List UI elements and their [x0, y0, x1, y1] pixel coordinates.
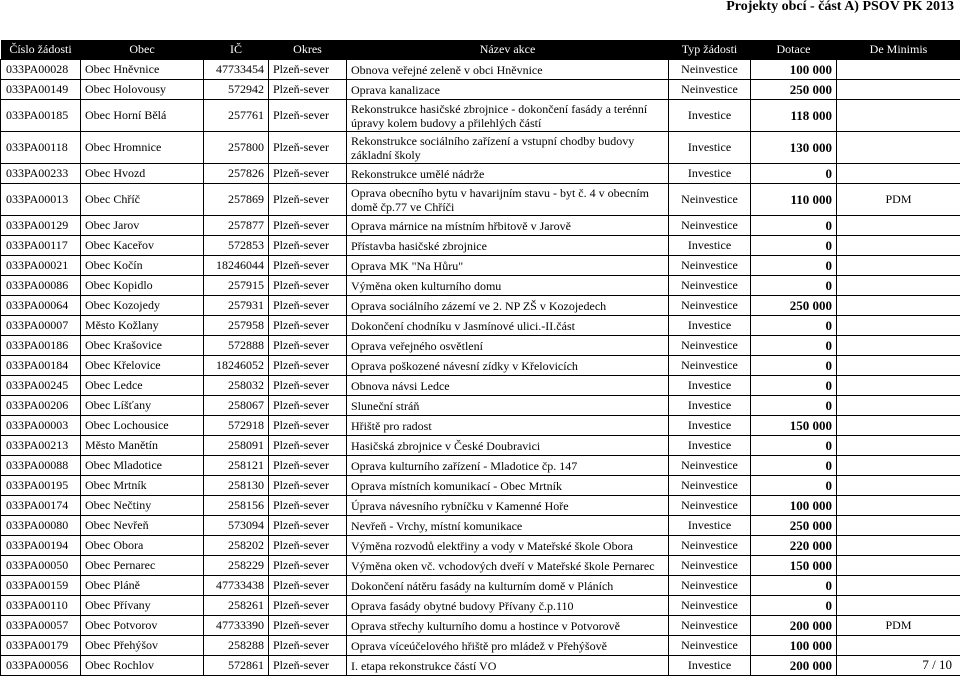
cell-cislo: 033PA00050	[1, 556, 81, 576]
cell-ic: 572942	[204, 80, 269, 100]
cell-nazev: Úprava návesního rybníčku v Kamenné Hoře	[347, 496, 669, 516]
cell-typ: Neinvestice	[669, 576, 751, 596]
cell-okres: Plzeň-sever	[269, 276, 347, 296]
cell-cislo: 033PA00057	[1, 616, 81, 636]
cell-obec: Obec Líšťany	[81, 396, 204, 416]
cell-okres: Plzeň-sever	[269, 80, 347, 100]
cell-obec: Obec Kopidlo	[81, 276, 204, 296]
cell-obec: Město Kožlany	[81, 316, 204, 336]
cell-dotace: 0	[751, 356, 837, 376]
column-header-de-minimis: De Minimis	[837, 40, 960, 60]
cell-ic: 258091	[204, 436, 269, 456]
table-row	[1, 336, 960, 356]
cell-dotace: 0	[751, 316, 837, 336]
cell-ic: 257915	[204, 276, 269, 296]
cell-de-minimis	[837, 60, 960, 80]
cell-dotace: 150 000	[751, 556, 837, 576]
cell-de-minimis	[837, 416, 960, 436]
cell-nazev: Oprava márnice na místním hřbitově v Jarově	[347, 216, 669, 236]
cell-nazev: Dokončení chodníku v Jasmínové ulici.-II.část	[347, 316, 669, 336]
cell-cislo: 033PA00013	[1, 184, 81, 216]
cell-nazev: Rekonstrukce sociálního zařízení a vstupní chodby budovy základní školy	[347, 132, 669, 164]
table-row	[1, 216, 960, 236]
table-row	[1, 356, 960, 376]
column-header-obec: Obec	[81, 40, 204, 60]
cell-nazev: Obnova veřejné zeleně v obci Hněvnice	[347, 60, 669, 80]
cell-nazev: Obnova návsi Ledce	[347, 376, 669, 396]
cell-dotace: 100 000	[751, 60, 837, 80]
cell-de-minimis	[837, 164, 960, 184]
cell-typ: Investice	[669, 164, 751, 184]
cell-cislo: 033PA00118	[1, 132, 81, 164]
cell-obec: Obec Hněvnice	[81, 60, 204, 80]
cell-cislo: 033PA00021	[1, 256, 81, 276]
cell-cislo: 033PA00080	[1, 516, 81, 536]
cell-typ: Investice	[669, 376, 751, 396]
cell-de-minimis	[837, 376, 960, 396]
cell-obec: Obec Rochlov	[81, 656, 204, 676]
cell-de-minimis	[837, 356, 960, 376]
column-header-typ: Typ žádosti	[669, 40, 751, 60]
cell-okres: Plzeň-sever	[269, 296, 347, 316]
cell-dotace: 250 000	[751, 516, 837, 536]
cell-ic: 257761	[204, 100, 269, 132]
table-row	[1, 476, 960, 496]
cell-obec: Obec Přívany	[81, 596, 204, 616]
cell-dotace: 200 000	[751, 616, 837, 636]
cell-nazev: Výměna oken vč. vchodových dveří v Mateřské škole Pernarec	[347, 556, 669, 576]
cell-okres: Plzeň-sever	[269, 396, 347, 416]
cell-obec: Obec Nečtiny	[81, 496, 204, 516]
cell-cislo: 033PA00179	[1, 636, 81, 656]
table-row	[1, 536, 960, 556]
cell-nazev: Oprava kanalizace	[347, 80, 669, 100]
cell-ic: 257958	[204, 316, 269, 336]
cell-dotace: 0	[751, 216, 837, 236]
cell-ic: 258288	[204, 636, 269, 656]
cell-nazev: Nevřeň - Vrchy, místní komunikace	[347, 516, 669, 536]
cell-nazev: Oprava kulturního zařízení - Mladotice čp. 147	[347, 456, 669, 476]
cell-cislo: 033PA00129	[1, 216, 81, 236]
cell-typ: Neinvestice	[669, 636, 751, 656]
cell-ic: 18246044	[204, 256, 269, 276]
cell-typ: Neinvestice	[669, 80, 751, 100]
cell-cislo: 033PA00245	[1, 376, 81, 396]
cell-obec: Obec Hromnice	[81, 132, 204, 164]
cell-de-minimis	[837, 256, 960, 276]
table-row	[1, 436, 960, 456]
cell-okres: Plzeň-sever	[269, 316, 347, 336]
cell-ic: 47733454	[204, 60, 269, 80]
cell-obec: Obec Holovousy	[81, 80, 204, 100]
cell-nazev: Oprava sociálního zázemí ve 2. NP ZŠ v Kozojedech	[347, 296, 669, 316]
cell-cislo: 033PA00206	[1, 396, 81, 416]
cell-ic: 47733438	[204, 576, 269, 596]
cell-typ: Neinvestice	[669, 536, 751, 556]
cell-typ: Investice	[669, 100, 751, 132]
cell-ic: 258156	[204, 496, 269, 516]
cell-dotace: 250 000	[751, 296, 837, 316]
cell-nazev: Přístavba hasičské zbrojnice	[347, 236, 669, 256]
cell-okres: Plzeň-sever	[269, 436, 347, 456]
cell-obec: Obec Křelovice	[81, 356, 204, 376]
cell-obec: Obec Jarov	[81, 216, 204, 236]
cell-obec: Obec Pernarec	[81, 556, 204, 576]
cell-okres: Plzeň-sever	[269, 256, 347, 276]
cell-okres: Plzeň-sever	[269, 616, 347, 636]
cell-ic: 572861	[204, 656, 269, 676]
cell-ic: 258261	[204, 596, 269, 616]
table-row	[1, 376, 960, 396]
table-row	[1, 496, 960, 516]
cell-typ: Investice	[669, 416, 751, 436]
cell-okres: Plzeň-sever	[269, 100, 347, 132]
cell-cislo: 033PA00003	[1, 416, 81, 436]
cell-dotace: 0	[751, 476, 837, 496]
column-header-okres: Okres	[269, 40, 347, 60]
column-header-nazev: Název akce	[347, 40, 669, 60]
cell-de-minimis: PDM	[837, 616, 960, 636]
cell-cislo: 033PA00056	[1, 656, 81, 676]
cell-dotace: 0	[751, 436, 837, 456]
cell-typ: Neinvestice	[669, 556, 751, 576]
cell-cislo: 033PA00110	[1, 596, 81, 616]
cell-obec: Obec Kaceřov	[81, 236, 204, 256]
cell-de-minimis	[837, 316, 960, 336]
cell-obec: Obec Pláně	[81, 576, 204, 596]
cell-cislo: 033PA00117	[1, 236, 81, 256]
cell-typ: Investice	[669, 132, 751, 164]
cell-de-minimis	[837, 236, 960, 256]
cell-dotace: 0	[751, 576, 837, 596]
cell-de-minimis	[837, 576, 960, 596]
cell-ic: 572918	[204, 416, 269, 436]
cell-nazev: Oprava obecního bytu v havarijním stavu - byt č. 4 v obecním domě čp.77 ve Chříči	[347, 184, 669, 216]
cell-cislo: 033PA00159	[1, 576, 81, 596]
cell-okres: Plzeň-sever	[269, 596, 347, 616]
cell-cislo: 033PA00194	[1, 536, 81, 556]
table-row	[1, 60, 960, 80]
cell-okres: Plzeň-sever	[269, 636, 347, 656]
cell-nazev: Oprava víceúčelového hřiště pro mládež v Přehýšově	[347, 636, 669, 656]
cell-obec: Obec Přehýšov	[81, 636, 204, 656]
cell-cislo: 033PA00149	[1, 80, 81, 100]
table-row	[1, 656, 960, 676]
cell-obec: Obec Krašovice	[81, 336, 204, 356]
cell-cislo: 033PA00088	[1, 456, 81, 476]
cell-dotace: 0	[751, 596, 837, 616]
table-row	[1, 100, 960, 132]
cell-de-minimis: PDM	[837, 184, 960, 216]
cell-okres: Plzeň-sever	[269, 476, 347, 496]
cell-ic: 47733390	[204, 616, 269, 636]
cell-ic: 258130	[204, 476, 269, 496]
cell-cislo: 033PA00186	[1, 336, 81, 356]
cell-de-minimis	[837, 100, 960, 132]
cell-de-minimis	[837, 296, 960, 316]
cell-de-minimis	[837, 436, 960, 456]
column-header-ic: IČ	[204, 40, 269, 60]
cell-nazev: Sluneční stráň	[347, 396, 669, 416]
cell-de-minimis	[837, 556, 960, 576]
cell-dotace: 0	[751, 376, 837, 396]
table-row	[1, 296, 960, 316]
cell-ic: 258121	[204, 456, 269, 476]
cell-ic: 572888	[204, 336, 269, 356]
cell-dotace: 100 000	[751, 496, 837, 516]
cell-okres: Plzeň-sever	[269, 336, 347, 356]
cell-de-minimis	[837, 80, 960, 100]
cell-nazev: Rekonstrukce umělé nádrže	[347, 164, 669, 184]
cell-okres: Plzeň-sever	[269, 416, 347, 436]
cell-dotace: 0	[751, 336, 837, 356]
cell-obec: Obec Potvorov	[81, 616, 204, 636]
cell-de-minimis	[837, 476, 960, 496]
table-row	[1, 236, 960, 256]
cell-de-minimis	[837, 536, 960, 556]
cell-nazev: Oprava poškozené návesní zídky v Křelovicích	[347, 356, 669, 376]
cell-okres: Plzeň-sever	[269, 376, 347, 396]
cell-dotace: 220 000	[751, 536, 837, 556]
cell-de-minimis	[837, 456, 960, 476]
cell-obec: Obec Horní Bělá	[81, 100, 204, 132]
cell-ic: 573094	[204, 516, 269, 536]
table-row	[1, 184, 960, 216]
cell-okres: Plzeň-sever	[269, 216, 347, 236]
cell-obec: Obec Chříč	[81, 184, 204, 216]
table-row	[1, 636, 960, 656]
cell-okres: Plzeň-sever	[269, 576, 347, 596]
cell-nazev: Oprava střechy kulturního domu a hostince v Potvorově	[347, 616, 669, 636]
table-row	[1, 456, 960, 476]
cell-nazev: Dokončení nátěru fasády na kulturním domě v Pláních	[347, 576, 669, 596]
cell-dotace: 200 000	[751, 656, 837, 676]
table-row	[1, 596, 960, 616]
table-row	[1, 164, 960, 184]
cell-obec: Obec Obora	[81, 536, 204, 556]
cell-nazev: Rekonstrukce hasičské zbrojnice - dokončení fasády a terénní úpravy kolem budovy a přilehlých částí	[347, 100, 669, 132]
cell-obec: Obec Nevřeň	[81, 516, 204, 536]
cell-typ: Investice	[669, 656, 751, 676]
cell-obec: Obec Lochousice	[81, 416, 204, 436]
table-header-row	[1, 40, 960, 60]
cell-okres: Plzeň-sever	[269, 456, 347, 476]
cell-typ: Neinvestice	[669, 496, 751, 516]
cell-typ: Neinvestice	[669, 456, 751, 476]
page-title: Projekty obcí - část A) PSOV PK 2013	[726, 0, 954, 14]
cell-dotace: 0	[751, 396, 837, 416]
cell-de-minimis	[837, 216, 960, 236]
cell-typ: Neinvestice	[669, 184, 751, 216]
cell-obec: Obec Mladotice	[81, 456, 204, 476]
cell-ic: 257869	[204, 184, 269, 216]
table-row	[1, 616, 960, 636]
cell-dotace: 0	[751, 276, 837, 296]
cell-obec: Město Manětín	[81, 436, 204, 456]
table-row	[1, 256, 960, 276]
cell-typ: Investice	[669, 436, 751, 456]
cell-ic: 258229	[204, 556, 269, 576]
cell-ic: 18246052	[204, 356, 269, 376]
cell-nazev: Hřiště pro radost	[347, 416, 669, 436]
cell-ic: 257800	[204, 132, 269, 164]
cell-typ: Neinvestice	[669, 616, 751, 636]
table-row	[1, 80, 960, 100]
cell-nazev: Oprava místních komunikací - Obec Mrtník	[347, 476, 669, 496]
cell-typ: Neinvestice	[669, 60, 751, 80]
cell-typ: Investice	[669, 516, 751, 536]
table-row	[1, 556, 960, 576]
cell-nazev: Oprava fasády obytné budovy Přívany č.p.110	[347, 596, 669, 616]
cell-nazev: Oprava veřejného osvětlení	[347, 336, 669, 356]
cell-dotace: 130 000	[751, 132, 837, 164]
cell-cislo: 033PA00007	[1, 316, 81, 336]
cell-ic: 572853	[204, 236, 269, 256]
cell-dotace: 118 000	[751, 100, 837, 132]
cell-de-minimis	[837, 276, 960, 296]
table-row	[1, 396, 960, 416]
cell-dotace: 110 000	[751, 184, 837, 216]
cell-cislo: 033PA00233	[1, 164, 81, 184]
cell-nazev: Výměna rozvodů elektřiny a vody v Mateřské škole Obora	[347, 536, 669, 556]
cell-nazev: Výměna oken kulturního domu	[347, 276, 669, 296]
cell-ic: 258202	[204, 536, 269, 556]
cell-cislo: 033PA00028	[1, 60, 81, 80]
cell-dotace: 150 000	[751, 416, 837, 436]
cell-typ: Neinvestice	[669, 276, 751, 296]
cell-typ: Neinvestice	[669, 336, 751, 356]
cell-cislo: 033PA00064	[1, 296, 81, 316]
page-number: 7 / 10	[922, 657, 952, 672]
table-row	[1, 132, 960, 164]
cell-okres: Plzeň-sever	[269, 132, 347, 164]
projects-table	[0, 40, 960, 676]
cell-dotace: 0	[751, 256, 837, 276]
cell-okres: Plzeň-sever	[269, 184, 347, 216]
cell-typ: Investice	[669, 396, 751, 416]
cell-nazev: I. etapa rekonstrukce částí VO	[347, 656, 669, 676]
cell-de-minimis	[837, 496, 960, 516]
table-row	[1, 416, 960, 436]
cell-okres: Plzeň-sever	[269, 164, 347, 184]
cell-ic: 257826	[204, 164, 269, 184]
cell-dotace: 250 000	[751, 80, 837, 100]
cell-typ: Neinvestice	[669, 256, 751, 276]
cell-nazev: Hasičská zbrojnice v České Doubravici	[347, 436, 669, 456]
cell-cislo: 033PA00195	[1, 476, 81, 496]
cell-de-minimis	[837, 132, 960, 164]
cell-okres: Plzeň-sever	[269, 356, 347, 376]
cell-cislo: 033PA00086	[1, 276, 81, 296]
cell-ic: 257877	[204, 216, 269, 236]
cell-de-minimis	[837, 396, 960, 416]
cell-typ: Investice	[669, 236, 751, 256]
cell-okres: Plzeň-sever	[269, 60, 347, 80]
cell-obec: Obec Mrtník	[81, 476, 204, 496]
cell-dotace: 0	[751, 164, 837, 184]
cell-cislo: 033PA00174	[1, 496, 81, 516]
cell-dotace: 100 000	[751, 636, 837, 656]
cell-typ: Neinvestice	[669, 476, 751, 496]
cell-okres: Plzeň-sever	[269, 556, 347, 576]
cell-de-minimis	[837, 596, 960, 616]
cell-de-minimis	[837, 516, 960, 536]
cell-cislo: 033PA00184	[1, 356, 81, 376]
table-row	[1, 276, 960, 296]
cell-ic: 258067	[204, 396, 269, 416]
cell-dotace: 0	[751, 236, 837, 256]
column-header-dotace: Dotace	[751, 40, 837, 60]
cell-typ: Investice	[669, 316, 751, 336]
cell-typ: Neinvestice	[669, 356, 751, 376]
column-header-cislo: Číslo žádosti	[1, 40, 81, 60]
table-row	[1, 316, 960, 336]
cell-cislo: 033PA00185	[1, 100, 81, 132]
cell-obec: Obec Hvozd	[81, 164, 204, 184]
cell-nazev: Oprava MK "Na Hůru"	[347, 256, 669, 276]
cell-de-minimis	[837, 636, 960, 656]
cell-de-minimis	[837, 336, 960, 356]
cell-okres: Plzeň-sever	[269, 496, 347, 516]
cell-okres: Plzeň-sever	[269, 536, 347, 556]
cell-typ: Neinvestice	[669, 296, 751, 316]
table-body	[1, 60, 960, 676]
cell-cislo: 033PA00213	[1, 436, 81, 456]
cell-dotace: 0	[751, 456, 837, 476]
cell-obec: Obec Ledce	[81, 376, 204, 396]
table-row	[1, 516, 960, 536]
cell-okres: Plzeň-sever	[269, 516, 347, 536]
table-row	[1, 576, 960, 596]
cell-typ: Neinvestice	[669, 596, 751, 616]
cell-typ: Neinvestice	[669, 216, 751, 236]
cell-okres: Plzeň-sever	[269, 656, 347, 676]
cell-ic: 257931	[204, 296, 269, 316]
cell-ic: 258032	[204, 376, 269, 396]
cell-okres: Plzeň-sever	[269, 236, 347, 256]
cell-obec: Obec Kozojedy	[81, 296, 204, 316]
cell-obec: Obec Kočín	[81, 256, 204, 276]
